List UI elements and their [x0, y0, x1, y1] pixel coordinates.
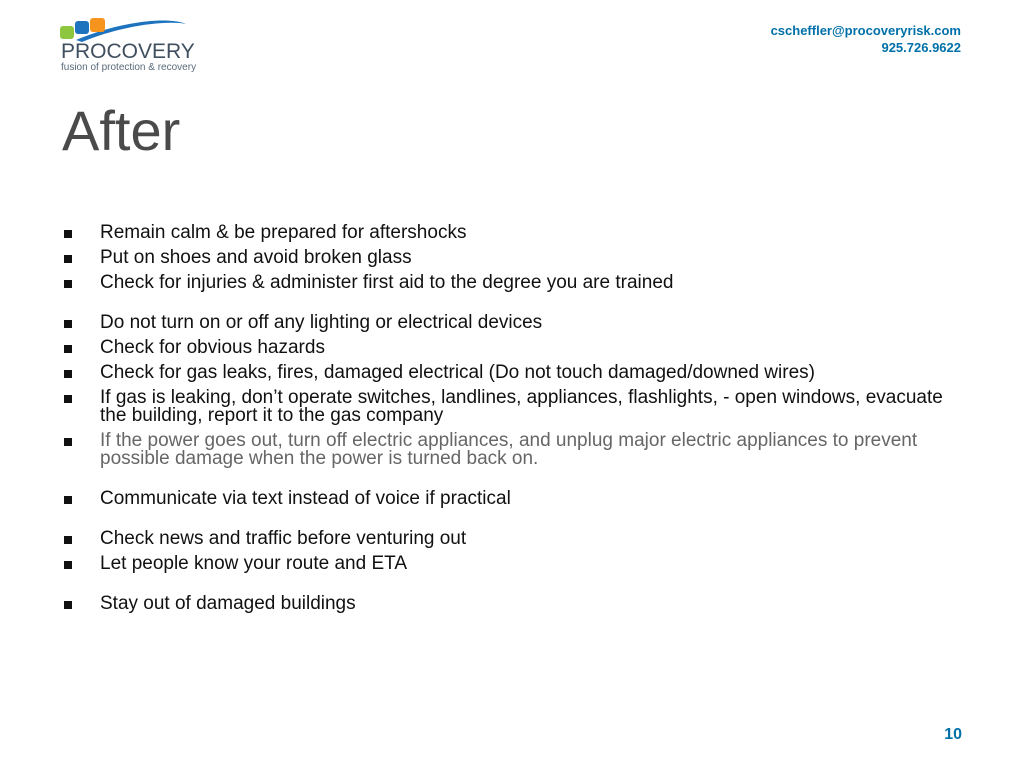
page-number: 10 — [944, 726, 962, 743]
bullet-square-icon — [64, 280, 72, 288]
bullet-square-icon — [64, 496, 72, 504]
bullet-square-icon — [64, 395, 72, 403]
bullet-text: Communicate via text instead of voice if practical — [100, 488, 511, 509]
bullet-text: Let people know your route and ETA — [100, 553, 408, 574]
bullet-item — [62, 389, 962, 425]
bullet-item — [62, 339, 962, 357]
contact-email[interactable]: cscheffler@procoveryrisk.com — [770, 23, 961, 38]
bullet-text: Check news and traffic before venturing out — [100, 528, 467, 549]
bullet-text: Stay out of damaged buildings — [100, 593, 356, 614]
bullet-item — [62, 314, 962, 332]
bullet-item — [62, 274, 962, 292]
bullet-item — [62, 432, 962, 468]
bullet-square-icon — [64, 320, 72, 328]
bullet-item — [62, 555, 962, 573]
bullet-square-icon — [64, 255, 72, 263]
logo-tagline: fusion of protection & recovery — [61, 62, 197, 73]
bullet-text: If the power goes out, turn off electric appliances, and unplug major electric appliances to prevent possible damage when the power is turned back on. — [100, 430, 918, 469]
bullet-square-icon — [64, 561, 72, 569]
bullet-square-icon — [64, 370, 72, 378]
bullet-text: Remain calm & be prepared for aftershocks — [100, 222, 467, 243]
bullet-item — [62, 490, 962, 508]
bullet-list — [62, 224, 962, 620]
bullet-square-icon — [64, 345, 72, 353]
bullet-text: Do not turn on or off any lighting or electrical devices — [100, 312, 543, 333]
procovery-logo — [58, 14, 198, 76]
bullet-square-icon — [64, 230, 72, 238]
bullet-item — [62, 530, 962, 548]
bullet-text: Put on shoes and avoid broken glass — [100, 247, 412, 268]
bullet-square-icon — [64, 601, 72, 609]
logo-name: PROCOVERY — [61, 40, 195, 63]
bullet-item — [62, 249, 962, 267]
bullet-item — [62, 364, 962, 382]
bullet-text: Check for obvious hazards — [100, 337, 325, 358]
bullet-item — [62, 595, 962, 613]
contact-info — [771, 22, 961, 56]
contact-phone: 925.726.9622 — [881, 40, 961, 55]
bullet-square-icon — [64, 438, 72, 446]
bullet-text: Check for gas leaks, fires, damaged electrical (Do not touch damaged/downed wires) — [100, 362, 815, 383]
bullet-item — [62, 224, 962, 242]
bullet-text: Check for injuries & administer first aid to the degree you are trained — [100, 272, 674, 293]
bullet-text: If gas is leaking, don’t operate switches, landlines, appliances, flashlights, - open windows, evacuate the building, report it to the gas company — [100, 387, 943, 426]
bullet-square-icon — [64, 536, 72, 544]
slide-title: After — [62, 99, 181, 162]
